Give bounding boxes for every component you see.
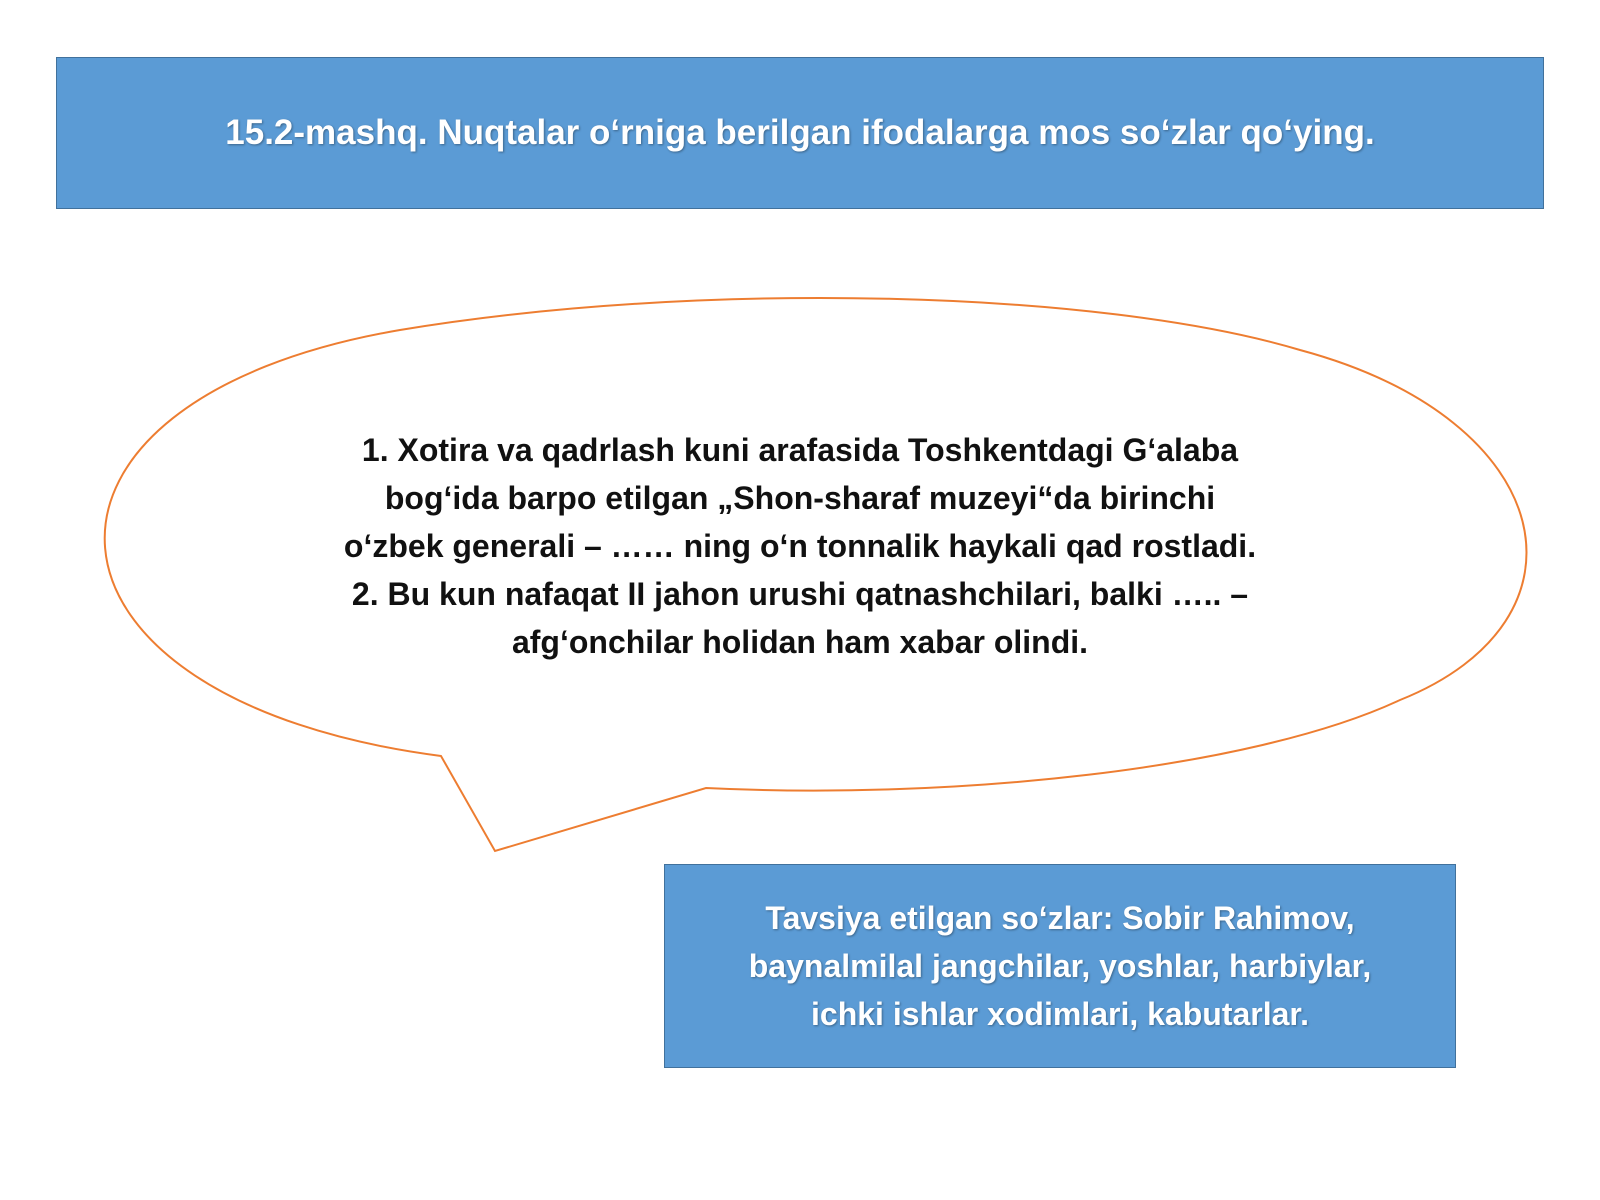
sentence-line-2: bog‘ida barpo etilgan „Shon-sharaf muzeyi“da birinchi xyxy=(384,480,1216,516)
exercise-title: 15.2-mashq. Nuqtalar o‘rniga berilgan ifodalarga mos so‘zlar qo‘ying. xyxy=(225,113,1375,152)
sentence-line-1: 1. Xotira va qadrlash kuni arafasida Toshkentdagi G‘alaba xyxy=(361,432,1239,468)
hint-line-1: Tavsiya etilgan so‘zlar: Sobir Rahimov, xyxy=(765,900,1355,936)
exercise-sentences xyxy=(290,426,1310,666)
suggested-words-box xyxy=(664,864,1456,1068)
hint-line-3: ichki ishlar xodimlari, kabutarlar. xyxy=(811,996,1309,1032)
sentence-line-3: o‘zbek generali – …… ning o‘n tonnalik haykali qad rostladi. xyxy=(343,528,1257,564)
sentence-line-4: 2. Bu kun nafaqat II jahon urushi qatnashchilari, balki ….. – xyxy=(351,576,1249,612)
hint-line-2: baynalmilal jangchilar, yoshlar, harbiylar, xyxy=(748,948,1372,984)
sentence-line-5: afg‘onchilar holidan ham xabar olindi. xyxy=(511,624,1089,660)
suggested-words-text xyxy=(700,894,1420,1038)
